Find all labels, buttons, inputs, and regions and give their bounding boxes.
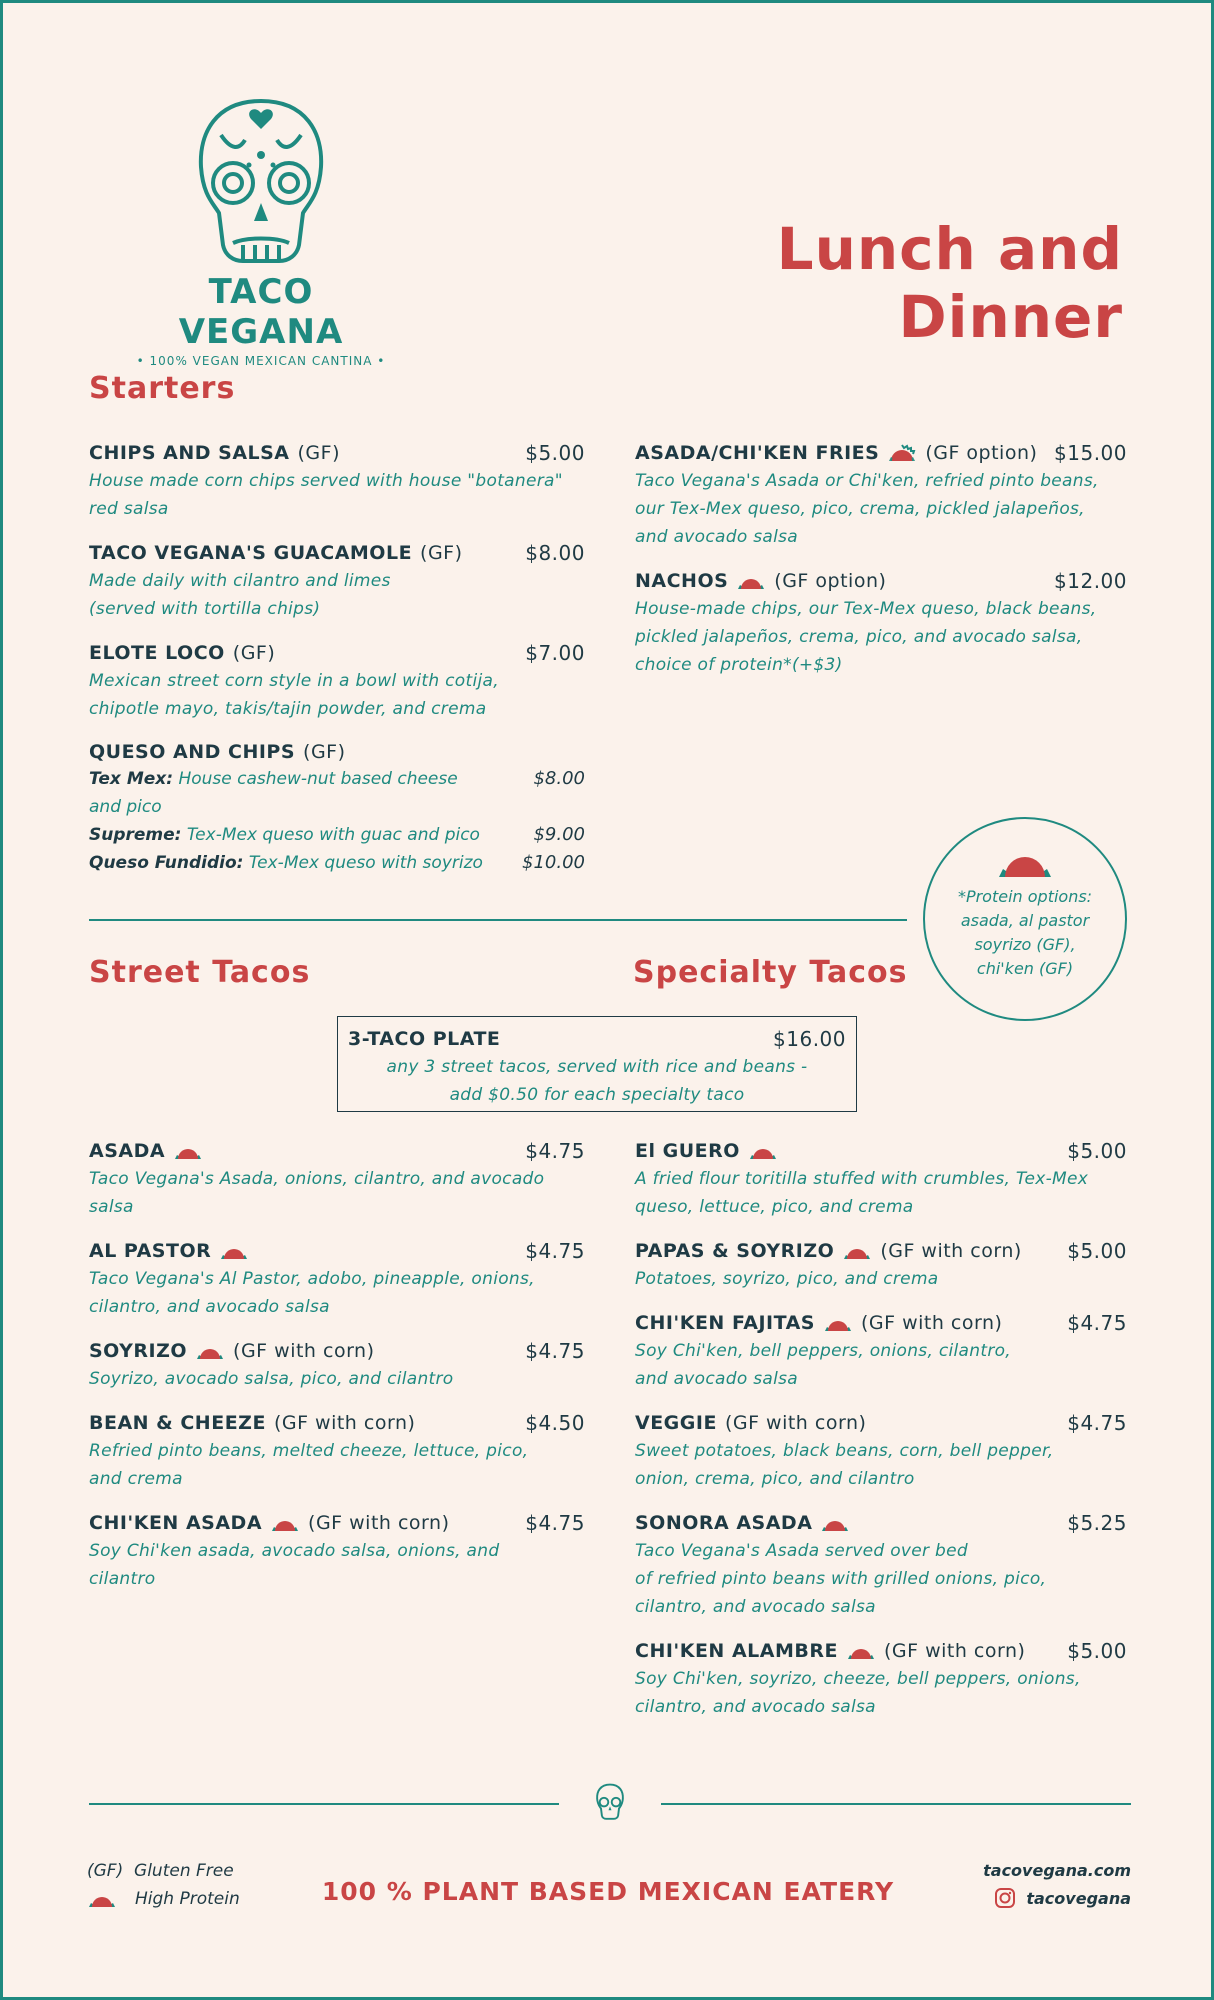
instagram-handle: tacovegana: [1026, 1888, 1131, 1908]
item-name: ELOTE LOCO: [89, 642, 225, 664]
item-desc: A fried flour toritilla stuffed with crumbles, Tex-Mex: [635, 1169, 1089, 1189]
gf-key: (GF): [87, 1861, 124, 1881]
high-protein-icon: [736, 571, 766, 591]
item-desc: salsa: [89, 1197, 134, 1217]
item-desc: chipotle mayo, takis/tajin powder, and crema: [89, 699, 487, 719]
footer-divider-right: [661, 1803, 1131, 1805]
legend-gf: [87, 1861, 234, 1881]
item-price: $4.75: [1067, 1311, 1127, 1335]
brand-tagline: • 100% VEGAN MEXICAN CANTINA •: [136, 354, 386, 368]
gf-tag: (GF option): [925, 442, 1038, 464]
brand-logo: [121, 95, 401, 368]
hp-label: High Protein: [135, 1889, 240, 1909]
item-desc: Sweet potatoes, black beans, corn, bell pepper,: [635, 1441, 1054, 1461]
item-price: $4.75: [525, 1239, 585, 1263]
gf-tag: (GF with corn): [883, 1640, 1026, 1662]
menu-item: [89, 1239, 585, 1321]
item-desc: Refried pinto beans, melted cheeze, lettuce, pico,: [89, 1441, 529, 1461]
queso-label: Tex Mex:: [89, 769, 174, 789]
protein-note-line: chi'ken (GF): [976, 959, 1074, 978]
queso-desc: Tex-Mex queso with soyrizo: [248, 853, 483, 873]
menu-item: [89, 541, 585, 623]
item-name: BEAN & CHEEZE: [89, 1412, 266, 1434]
item-desc: Mexican street corn style in a bowl with cotija,: [89, 671, 499, 691]
item-name: ASADA/CHI'KEN FRIES: [635, 442, 880, 464]
item-desc: cilantro, and avocado salsa: [635, 1597, 876, 1617]
item-price: $5.25: [1067, 1511, 1127, 1535]
high-protein-icon: [823, 1313, 853, 1333]
footer-divider-left: [89, 1803, 559, 1805]
queso-desc: and pico: [89, 797, 162, 817]
queso-price: $8.00: [533, 768, 585, 789]
legend-high-protein: [87, 1889, 240, 1909]
menu-item-queso: [89, 741, 585, 877]
plate-name: 3-TACO PLATE: [348, 1028, 501, 1050]
instagram-icon: [994, 1887, 1016, 1909]
item-name: ASADA: [89, 1140, 166, 1162]
item-price: $4.75: [525, 1139, 585, 1163]
menu-item: [89, 1339, 585, 1393]
item-desc: cilantro: [89, 1569, 156, 1589]
menu-item: [635, 441, 1127, 551]
high-protein-icon: [842, 1241, 872, 1261]
menu-item: [89, 1511, 585, 1593]
item-price: $15.00: [1054, 441, 1127, 465]
item-price: $5.00: [1067, 1639, 1127, 1663]
gf-tag: (GF): [303, 741, 346, 763]
item-desc: House-made chips, our Tex-Mex queso, black beans,: [635, 599, 1097, 619]
item-desc: Soy Chi'ken, bell peppers, onions, cilantro,: [635, 1341, 1012, 1361]
item-name: QUESO AND CHIPS: [89, 741, 296, 763]
gf-tag: (GF): [297, 442, 340, 464]
menu-item: [89, 1411, 585, 1493]
item-desc: choice of protein*(+$3): [635, 655, 843, 675]
menu-item: [89, 1139, 585, 1221]
gf-tag: (GF): [420, 542, 463, 564]
protein-note-line: *Protein options:: [957, 887, 1093, 906]
gf-tag: (GF with corn): [308, 1512, 450, 1534]
item-name: El GUERO: [635, 1140, 740, 1162]
gf-label: Gluten Free: [134, 1861, 234, 1881]
high-protein-icon: [820, 1513, 850, 1533]
item-price: $4.50: [525, 1411, 585, 1435]
item-name: CHI'KEN FAJITAS: [635, 1312, 815, 1334]
menu-item: [635, 1639, 1127, 1721]
protein-note-line: asada, al pastor: [960, 911, 1090, 930]
menu-item: [89, 441, 585, 523]
item-price: $5.00: [1067, 1139, 1127, 1163]
item-name: SOYRIZO: [89, 1340, 188, 1362]
item-desc: Soyrizo, avocado salsa, pico, and cilantro: [89, 1369, 454, 1389]
item-price: $4.75: [525, 1511, 585, 1535]
sugar-skull-icon: [580, 1767, 640, 1837]
plate-price: $16.00: [773, 1027, 846, 1051]
high-protein-icon: [748, 1141, 778, 1161]
menu-item: [635, 1511, 1127, 1621]
plate-desc: any 3 street tacos, served with rice and beans -: [386, 1057, 808, 1077]
item-desc: Taco Vegana's Asada served over bed: [635, 1541, 968, 1561]
item-price: $5.00: [1067, 1239, 1127, 1263]
item-price: $4.75: [1067, 1411, 1127, 1435]
item-desc: and avocado salsa: [635, 527, 798, 547]
website-link[interactable]: tacovegana.com: [983, 1861, 1131, 1880]
item-price: $5.00: [525, 441, 585, 465]
queso-desc: Tex-Mex queso with guac and pico: [186, 825, 480, 845]
section-divider: [89, 919, 907, 921]
item-name: AL PASTOR: [89, 1240, 212, 1262]
high-protein-icon: [846, 1641, 876, 1661]
item-desc: Soy Chi'ken asada, avocado salsa, onions, and: [89, 1541, 500, 1561]
item-desc: onion, crema, pico, and cilantro: [635, 1469, 915, 1489]
item-name: PAPAS & SOYRIZO: [635, 1240, 835, 1262]
item-desc: and avocado salsa: [635, 1369, 798, 1389]
gf-tag: (GF with corn): [724, 1412, 867, 1434]
high-protein-icon: [173, 1141, 203, 1161]
item-name: CHI'KEN ASADA: [89, 1512, 263, 1534]
high-protein-icon: [887, 443, 917, 463]
queso-label: Queso Fundidio:: [89, 853, 244, 873]
queso-price: $9.00: [533, 824, 585, 845]
item-desc: (served with tortilla chips): [89, 599, 321, 619]
protein-note-line: soyrizo (GF),: [974, 935, 1076, 954]
gf-tag: (GF with corn): [860, 1312, 1003, 1334]
item-name: VEGGIE: [635, 1412, 717, 1434]
item-desc: our Tex-Mex queso, pico, crema, pickled jalapeños,: [635, 499, 1085, 519]
menu-item: [635, 1239, 1127, 1293]
high-protein-icon: [219, 1241, 249, 1261]
item-desc: Taco Vegana's Asada or Chi'ken, refried pinto beans,: [635, 471, 1099, 491]
menu-item: [635, 569, 1127, 679]
sugar-skull-icon: [121, 95, 401, 270]
item-desc: red salsa: [89, 499, 169, 519]
queso-desc: House cashew-nut based cheese: [178, 769, 458, 789]
slogan: 100 % PLANT BASED MEXICAN EATERY: [321, 1877, 895, 1906]
item-price: $12.00: [1054, 569, 1127, 593]
item-desc: House made corn chips served with house "botanera": [89, 471, 563, 491]
gf-tag: (GF with corn): [273, 1412, 416, 1434]
item-desc: Soy Chi'ken, soyrizo, cheeze, bell peppers, onions,: [635, 1669, 1081, 1689]
menu-item: [89, 641, 585, 723]
item-desc: Taco Vegana's Asada, onions, cilantro, and avocado: [89, 1169, 545, 1189]
menu-item: [635, 1411, 1127, 1493]
item-desc: cilantro, and avocado salsa: [89, 1297, 330, 1317]
protein-note: [923, 817, 1127, 1021]
item-desc: of refried pinto beans with grilled onions, pico,: [635, 1569, 1047, 1589]
item-desc: Taco Vegana's Al Pastor, adobo, pineapple, onions,: [89, 1269, 535, 1289]
item-name: CHIPS AND SALSA: [89, 442, 290, 464]
item-name: SONORA ASADA: [635, 1512, 813, 1534]
high-protein-icon: [993, 841, 1057, 881]
item-price: $8.00: [525, 541, 585, 565]
high-protein-icon: [195, 1341, 225, 1361]
starters-heading: Starters: [89, 371, 236, 406]
item-price: $4.75: [525, 1339, 585, 1363]
item-price: $7.00: [525, 641, 585, 665]
menu-item: [635, 1311, 1127, 1393]
item-name: CHI'KEN ALAMBRE: [635, 1640, 838, 1662]
item-desc: Potatoes, soyrizo, pico, and crema: [635, 1269, 939, 1289]
queso-price: $10.00: [522, 852, 585, 873]
page-title: Lunch and Dinner: [776, 215, 1123, 351]
queso-label: Supreme:: [89, 825, 182, 845]
item-desc: Made daily with cilantro and limes: [89, 571, 391, 591]
brand-name: TACO VEGANA: [178, 272, 344, 352]
item-name: TACO VEGANA'S GUACAMOLE: [89, 542, 413, 564]
item-desc: cilantro, and avocado salsa: [635, 1697, 876, 1717]
specialty-tacos-heading: Specialty Tacos: [633, 955, 908, 990]
instagram-link[interactable]: [903, 1887, 1131, 1909]
gf-tag: (GF with corn): [880, 1240, 1022, 1262]
taco-plate-box: [337, 1016, 857, 1112]
gf-tag: (GF option): [774, 570, 887, 592]
street-tacos-heading: Street Tacos: [89, 955, 311, 990]
plate-desc: add $0.50 for each specialty taco: [449, 1085, 745, 1105]
item-desc: queso, lettuce, pico, and crema: [635, 1197, 914, 1217]
item-name: NACHOS: [635, 570, 729, 592]
gf-tag: (GF): [232, 642, 276, 664]
menu-item: [635, 1139, 1127, 1221]
item-desc: pickled jalapeños, crema, pico, and avocado salsa,: [635, 627, 1083, 647]
high-protein-icon: [87, 1889, 117, 1909]
gf-tag: (GF with corn): [233, 1340, 375, 1362]
high-protein-icon: [270, 1513, 300, 1533]
item-desc: and crema: [89, 1469, 183, 1489]
